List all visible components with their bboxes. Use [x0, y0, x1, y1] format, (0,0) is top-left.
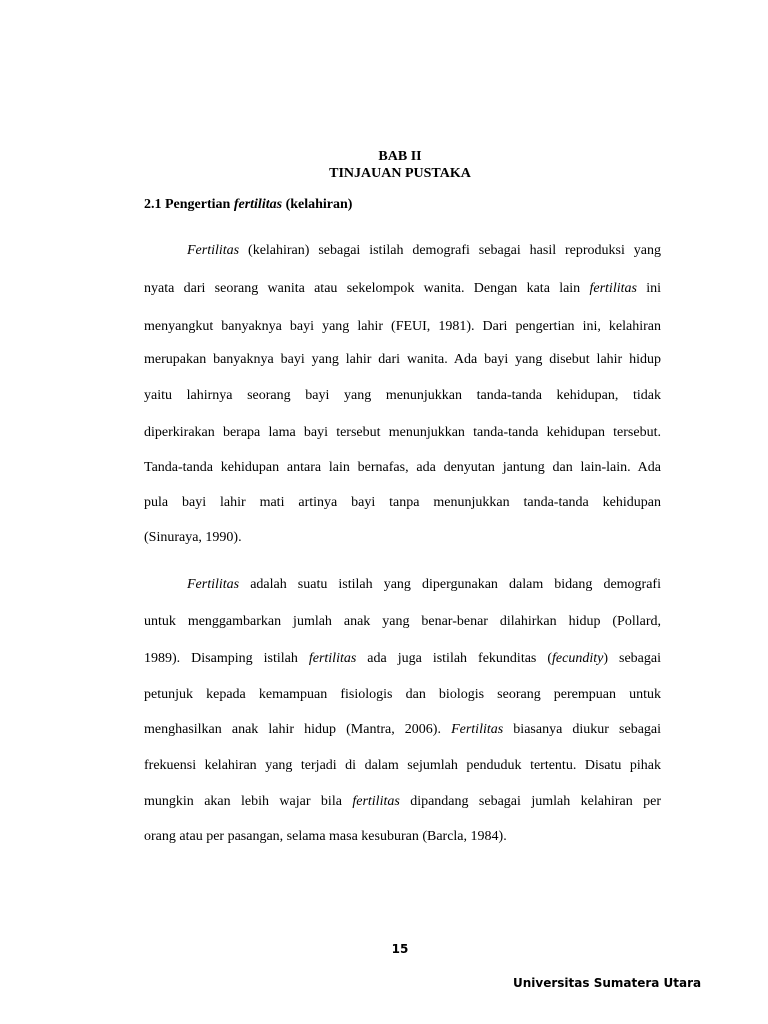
- page-number: 15: [391, 942, 409, 956]
- paragraph-1-line-7: Tanda-tanda kehidupan antara lain bernafas, ada denyutan jantung dan lain-lain. Ada: [144, 460, 661, 475]
- paragraph-1-line-9: (Sinuraya, 1990).: [144, 530, 242, 545]
- paragraph-1-line-2: nyata dari seorang wanita atau sekelompok wanita. Dengan kata lain fertilitas ini: [144, 281, 662, 296]
- chapter-number: BAB II: [378, 149, 422, 164]
- paragraph-2-line-8: orang atau per pasangan, selama masa kesuburan (Barcla, 1984).: [144, 829, 507, 844]
- paragraph-2-line-6: frekuensi kelahiran yang terjadi di dalam sejumlah penduduk tertentu. Disatu pihak: [144, 758, 661, 773]
- paragraph-1-line-1: Fertilitas (kelahiran) sebagai istilah demografi sebagai hasil reproduksi yang: [187, 243, 661, 258]
- paragraph-2-line-4: petunjuk kepada kemampuan fisiologis dan biologis seorang perempuan untuk: [144, 687, 661, 702]
- section-heading: 2.1 Pengertian fertilitas (kelahiran): [144, 197, 353, 212]
- footer-institution: Universitas Sumatera Utara: [513, 976, 702, 990]
- paragraph-1-line-8: pula bayi lahir mati artinya bayi tanpa menunjukkan tanda-tanda kehidupan: [144, 495, 661, 510]
- paragraph-1-line-6: diperkirakan berapa lama bayi tersebut menunjukkan tanda-tanda kehidupan tersebut.: [144, 425, 661, 440]
- paragraph-2-line-7: mungkin akan lebih wajar bila fertilitas dipandang sebagai jumlah kelahiran per: [144, 794, 661, 809]
- paragraph-1-line-5: yaitu lahirnya seorang bayi yang menunjukkan tanda-tanda kehidupan, tidak: [144, 388, 661, 403]
- chapter-title: TINJAUAN PUSTAKA: [329, 166, 471, 181]
- paragraph-1-line-3: menyangkut banyaknya bayi yang lahir (FEUI, 1981). Dari pengertian ini, kelahiran: [144, 319, 661, 334]
- paragraph-2-line-1: Fertilitas adalah suatu istilah yang dipergunakan dalam bidang demografi: [187, 577, 661, 592]
- paragraph-2-line-3: 1989). Disamping istilah fertilitas ada juga istilah fekunditas (fecundity) sebagai: [144, 651, 662, 666]
- paragraph-1-line-4: merupakan banyaknya bayi yang lahir dari wanita. Ada bayi yang disebut lahir hidup: [144, 352, 661, 367]
- paragraph-2-line-5: menghasilkan anak lahir hidup (Mantra, 2006). Fertilitas biasanya diukur sebagai: [144, 722, 662, 737]
- paragraph-2-line-2: untuk menggambarkan jumlah anak yang benar-benar dilahirkan hidup (Pollard,: [144, 614, 661, 629]
